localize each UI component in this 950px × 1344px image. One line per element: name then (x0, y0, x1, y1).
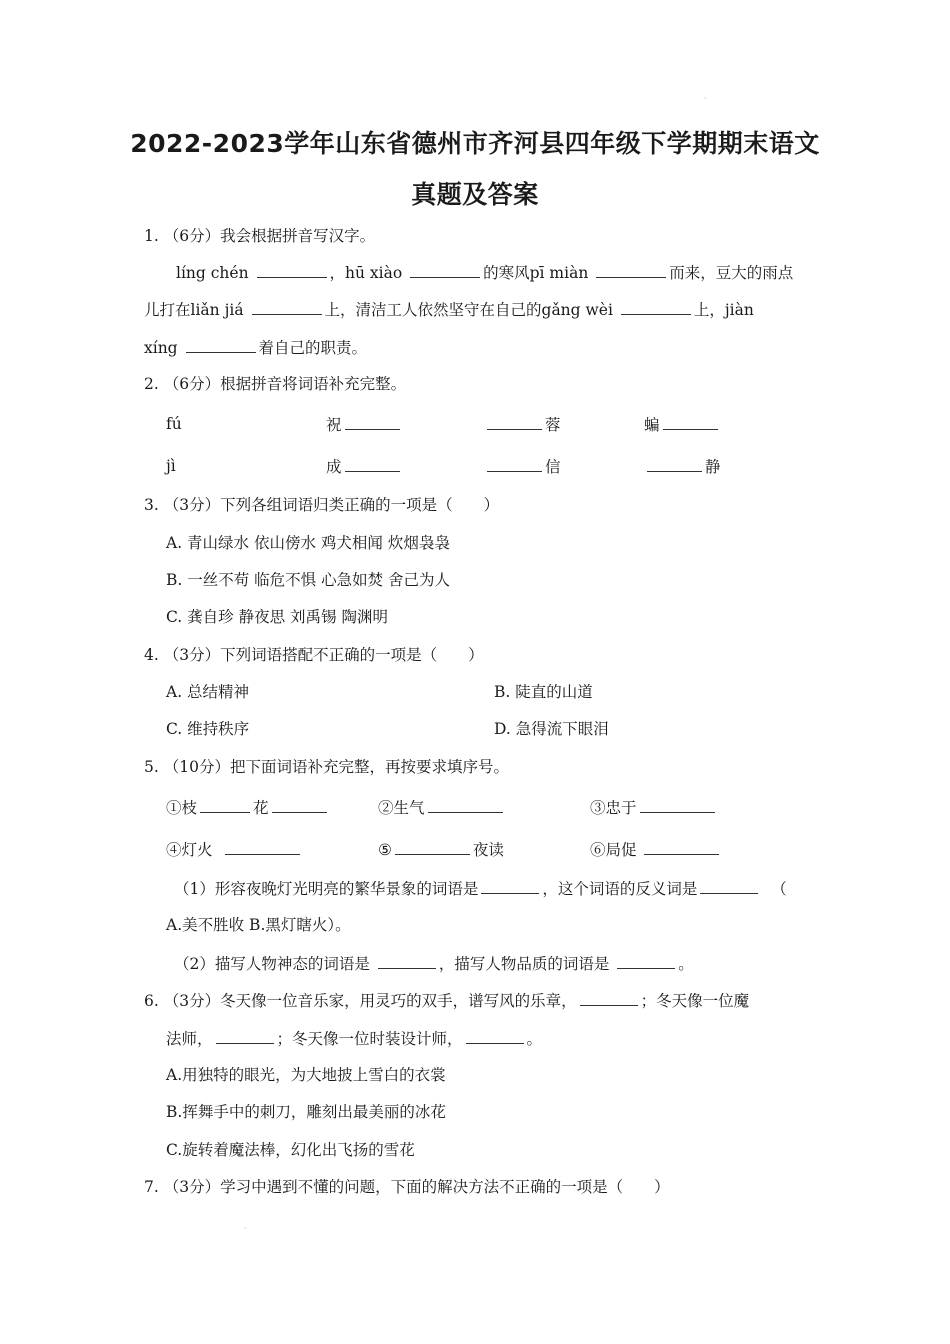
q1-blank-1[interactable] (257, 262, 327, 278)
q5-sub1-line1 (174, 878, 787, 899)
q5-item-2 (378, 797, 506, 818)
q5-item-4-label: ④灯火 (166, 841, 213, 859)
q3-stem: 3. （3分）下列各组词语归类正确的一项是（ ） (144, 496, 500, 514)
q3-option-c[interactable]: C. 龚自珍 静夜思 刘禹锡 陶渊明 (166, 608, 388, 626)
q6-blank-3[interactable] (466, 1028, 524, 1044)
q5-item-1-blank-a[interactable] (200, 797, 250, 813)
q1-text-5: 上，清洁工人依然坚守在自己的gǎng wèi (324, 301, 613, 319)
q3-option-b[interactable]: B. 一丝不苟 临危不惧 心急如焚 舍己为人 (166, 571, 451, 589)
q1-line1 (176, 262, 793, 283)
speck-mark-bottom: · (244, 1224, 247, 1233)
q6-blank-1[interactable] (580, 990, 638, 1006)
q4-stem: 4. （3分）下列词语搭配不正确的一项是（ ） (144, 646, 484, 664)
q1-text-3: 而来，豆大的雨点 (669, 264, 794, 282)
q5-sub2 (174, 953, 694, 974)
q5-item-3-label: ③忠于 (590, 799, 637, 817)
q5-sub1-line2: A.美不胜收 B.黑灯瞎火）。 (166, 916, 351, 934)
q5-sub2-text-b: ，描写人物品质的词语是 (438, 955, 610, 973)
q6-option-c[interactable]: C.旋转着魔法棒，幻化出飞扬的雪花 (166, 1141, 415, 1159)
q5-item-1-label: ①枝 (166, 799, 198, 817)
q2-row1-c (644, 414, 721, 435)
q5-sub1-text-a: （1）形容夜晚灯光明亮的繁华景象的词语是 (174, 880, 479, 898)
q6-text-a: 6. （3分）冬天像一位音乐家，用灵巧的双手，谱写风的乐章， (144, 992, 577, 1010)
q1-pinyin-1: líng chén (176, 264, 249, 282)
q1-text-7: xíng (144, 339, 178, 357)
q6-text-b: ；冬天像一位魔 (640, 992, 750, 1010)
q3-option-a[interactable]: A. 青山绿水 依山傍水 鸡犬相闻 炊烟袅袅 (166, 534, 450, 552)
q1-text-1: ，hū xiào (329, 264, 403, 282)
q2-stem: 2. （6分）根据拼音将词语补充完整。 (144, 375, 407, 393)
q5-sub1-blank-1[interactable] (481, 878, 539, 894)
q2-row2-pinyin: jì (166, 457, 176, 475)
q5-item-1-blank-b[interactable] (272, 797, 327, 813)
q5-item-4-blank[interactable] (225, 839, 300, 855)
q2-row2-c-blank[interactable] (647, 456, 702, 472)
q6-option-b[interactable]: B.挥舞手中的刺刀，雕刻出最美丽的冰花 (166, 1103, 446, 1121)
q5-sub1-blank-2[interactable] (700, 878, 758, 894)
q5-item-2-label: ②生气 (378, 799, 425, 817)
q4-option-c[interactable]: C. 维持秩序 (166, 720, 250, 738)
q2-row1-pinyin: fú (166, 415, 182, 433)
q6-text-d: ；冬天像一位时装设计师， (276, 1030, 463, 1048)
q2-row2-c-char: 静 (705, 458, 721, 476)
q1-text-6: 上，jiàn (693, 301, 754, 319)
page-title-line1: 2022-2023学年山东省德州市齐河县四年级下学期期末语文 (130, 129, 820, 158)
q2-row1-b-blank[interactable] (487, 414, 542, 430)
q1-blank-4[interactable] (252, 299, 322, 315)
q6-text-c: 法师， (166, 1030, 213, 1048)
q2-row1-a-blank[interactable] (345, 414, 400, 430)
q1-line3 (144, 337, 367, 358)
q2-row1-c-blank[interactable] (663, 414, 718, 430)
q5-item-6-label: ⑥局促 (590, 841, 637, 859)
q2-row2-c (644, 456, 721, 477)
q7-stem: 7. （3分）学习中遇到不懂的问题，下面的解决方法不正确的一项是（ ） (144, 1178, 670, 1196)
page-title-line2: 真题及答案 (411, 180, 539, 209)
q5-item-6 (590, 839, 722, 860)
q5-sub2-blank-1[interactable] (378, 953, 436, 969)
q2-row1-c-char: 蝙 (644, 416, 660, 434)
q2-row1-b-char: 蓉 (545, 416, 561, 434)
q1-text-8: 着自己的职责。 (258, 339, 368, 357)
q2-row2-b-char: 信 (545, 458, 561, 476)
q2-row2-b (484, 456, 561, 477)
q5-item-2-blank[interactable] (428, 797, 503, 813)
q5-item-5-tail: 夜读 (472, 841, 504, 859)
q4-option-d[interactable]: D. 急得流下眼泪 (494, 720, 609, 738)
q5-sub2-blank-2[interactable] (617, 953, 675, 969)
q4-option-a[interactable]: A. 总结精神 (166, 683, 250, 701)
q1-stem: 1. （6分）我会根据拼音写汉字。 (144, 227, 376, 245)
q5-item-5-blank[interactable] (395, 839, 470, 855)
q2-row2-a-blank[interactable] (345, 456, 400, 472)
q5-item-1 (166, 797, 330, 818)
q5-item-5-label: ⑤ (378, 841, 392, 859)
q6-text-e: 。 (526, 1030, 543, 1048)
q5-item-3 (590, 797, 718, 818)
q6-line1 (144, 990, 749, 1011)
speck-mark: · (704, 94, 707, 103)
q1-text-4: 儿打在liǎn jiá (144, 301, 244, 319)
q1-blank-2[interactable] (410, 262, 480, 278)
q5-sub2-text-a: （2）描写人物神态的词语是 (174, 955, 370, 973)
q2-row1-a-char: 祝 (326, 416, 342, 434)
q5-item-3-blank[interactable] (640, 797, 715, 813)
q5-sub1-text-b: ，这个词语的反义词是 (542, 880, 698, 898)
q2-row2-b-blank[interactable] (487, 456, 542, 472)
q5-sub2-text-c: 。 (678, 955, 694, 973)
q6-blank-2[interactable] (216, 1028, 274, 1044)
q2-row1-a (326, 414, 403, 435)
q1-blank-3[interactable] (596, 262, 666, 278)
q6-line2 (166, 1028, 542, 1049)
q1-blank-6[interactable] (186, 337, 256, 353)
q5-stem: 5. （10分）把下面词语补充完整，再按要求填序号。 (144, 758, 509, 776)
q5-item-5 (378, 839, 504, 860)
q5-item-4 (166, 839, 303, 860)
q1-text-2: 的寒风pī miàn (483, 264, 589, 282)
q1-line2 (144, 299, 754, 320)
q6-option-a[interactable]: A.用独特的眼光，为大地披上雪白的衣裳 (166, 1066, 446, 1084)
q2-row2-a-char: 成 (326, 458, 342, 476)
q5-item-6-blank[interactable] (644, 839, 719, 855)
q2-row2-a (326, 456, 403, 477)
q5-sub1-paren: （ (771, 880, 787, 898)
q1-blank-5[interactable] (621, 299, 691, 315)
q5-item-1-mid: 花 (253, 799, 269, 817)
q2-row1-b (484, 414, 561, 435)
q4-option-b[interactable]: B. 陡直的山道 (494, 683, 593, 701)
